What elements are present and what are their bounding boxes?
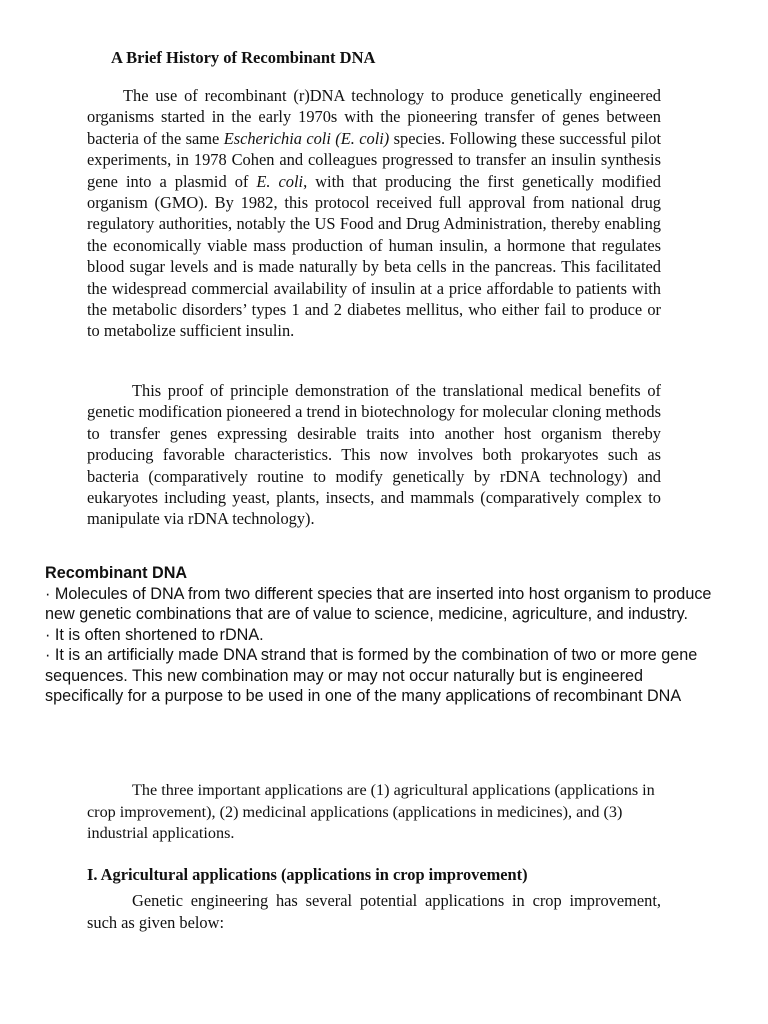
document-title: A Brief History of Recombinant DNA xyxy=(111,48,376,67)
species-name-italic: Escherichia coli (E. coli) xyxy=(223,128,390,148)
ecoli-italic: E. coli xyxy=(256,171,304,191)
para1-text-b: species. Following these successful pilot experiments, in 1978 Cohen and colleagues progressed to transfer an insulin synthesis gene into a plasmid of xyxy=(87,128,662,191)
para1-text-a: The use of recombinant (r)DNA technology to produce genetically engineered organisms started in the early 1970s with the pioneering transfer of genes between bacteria of the same xyxy=(87,86,661,148)
recombinant-dna-section xyxy=(45,563,717,707)
agricultural-intro: Genetic engineering has several potential applications in crop improvement, such as given below: xyxy=(87,891,661,932)
rdna-bullet-2: · It is often shortened to rDNA. xyxy=(45,625,264,644)
recombinant-dna-heading: Recombinant DNA xyxy=(45,564,188,582)
history-paragraph-1 xyxy=(87,85,661,342)
applications-intro: The three important applications are (1) agricultural applications (applications in crop improvement), (2) medicinal applications (applications in medicines), and (3) industrial applications. xyxy=(87,781,655,842)
history-paragraph-2: This proof of principle demonstration of the translational medical benefits of genetic modification pioneered a trend in biotechnology for molecular cloning methods to transfer genes expressing desirable traits into another host organism thereby producing favorable characteristics. This now involves both prokaryotes such as bacteria (comparatively routine to modify genetically by rDNA technology) and eukaryotes including yeast, plants, insects, and mammals (comparatively complex to manipulate via rDNA technology). xyxy=(87,381,661,529)
para1-text-c: , with that producing the first genetically modified organism (GMO). By 1982, this protocol received full approval from national drug regulatory authorities, notably the US Food and Drug Administration, thereby enabling the economically viable mass production of human insulin, a hormone that regulates blood sugar levels and is made naturally by beta cells in the pancreas. This facilitated the widespread commercial availability of insulin at a price affordable to patients with the metabolic disorders’ types 1 and 2 diabetes mellitus, who either fail to produce or to metabolize sufficient insulin. xyxy=(87,171,662,341)
rdna-bullet-1: · Molecules of DNA from two different species that are inserted into host organism to produce new genetic combinations that are of value to science, medicine, agriculture, and industry. xyxy=(45,584,712,623)
agricultural-applications-heading: I. Agricultural applications (applications in crop improvement) xyxy=(87,865,528,884)
rdna-bullet-3: · It is an artificially made DNA strand that is formed by the combination of two or more gene sequences. This new combination may or may not occur naturally but is engineered specifically for a purpose to be used in one of the many applications of recombinant DNA xyxy=(45,646,698,705)
